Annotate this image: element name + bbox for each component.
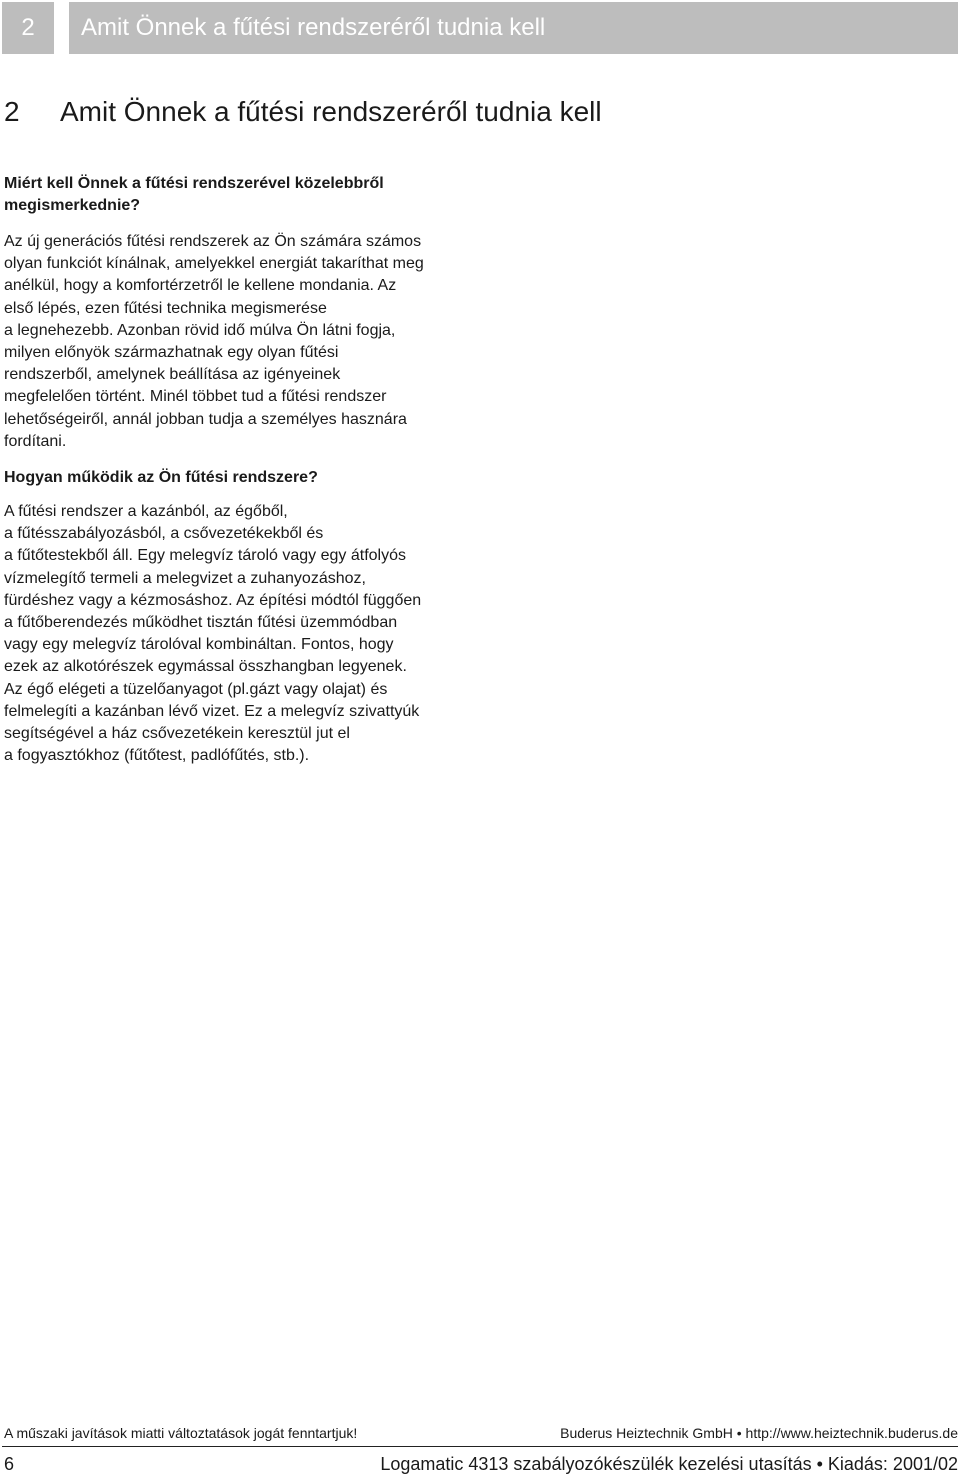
paragraph-line: olyan funkciót kínálnak, amelyekkel energiát takaríthat meg: [4, 255, 424, 273]
paragraph-line: megfelelően történt. Minél többet tud a fűtési rendszer: [4, 388, 387, 406]
chapter-heading-title: Amit Önnek a fűtési rendszeréről tudnia kell: [60, 96, 602, 127]
paragraph-line: fordítani.: [4, 432, 67, 450]
paragraph-line: első lépés, ezen fűtési technika megismerése: [4, 299, 327, 317]
footer-disclaimer: A műszaki javítások miatti változtatások jogát fenntartjuk!: [4, 1425, 358, 1441]
subheading-line: Hogyan működik az Ön fűtési rendszere?: [4, 469, 318, 487]
chapter-title-text: Amit Önnek a fűtési rendszeréről tudnia kell: [81, 14, 546, 41]
paragraph-line: milyen előnyök származhatnak egy olyan fűtési: [4, 344, 339, 362]
paragraph-line: a fűtőberendezés működhet tisztán fűtési üzemmódban: [4, 614, 398, 632]
chapter-heading: [4, 96, 602, 128]
body-content: [4, 173, 564, 767]
section-1-subheading: [4, 173, 564, 217]
paragraph-line: Az új generációs fűtési rendszerek az Ön számára számos: [4, 233, 422, 250]
paragraph-line: a legnehezebb. Azonban rövid idő múlva Ön látni fogja,: [4, 321, 396, 339]
section-2-subheading: [4, 467, 564, 489]
footer-company: Buderus Heiztechnik GmbH • http://www.heiztechnik.buderus.de: [560, 1425, 958, 1441]
paragraph-line: A fűtési rendszer a kazánból, az égőből,: [4, 503, 288, 521]
paragraph-line: Az égő elégeti a tüzelőanyagot (pl.gázt vagy olajat) és: [4, 680, 388, 698]
subheading-line: Miért kell Önnek a fűtési rendszerével közelebbről: [4, 175, 384, 192]
paragraph-line: ezek az alkotórészek egymással összhangban legyenek.: [4, 658, 407, 676]
paragraph-line: segítségével a ház csővezetékein keresztül jut el: [4, 725, 350, 743]
paragraph-line: a fogyasztókhoz (fűtőtest, padlófűtés, stb.).: [4, 747, 310, 765]
chapter-title-bar: [69, 2, 958, 54]
paragraph-line: a fűtőtestekből áll. Egy melegvíz tároló vagy egy átfolyós: [4, 547, 406, 565]
paragraph-line: a fűtésszabályozásból, a csővezetékekből és: [4, 525, 324, 543]
paragraph-line: rendszerből, amelynek beállítása az igényeinek: [4, 366, 341, 384]
chapter-number-tab: 2: [2, 2, 54, 54]
subheading-line: megismerkednie?: [4, 197, 141, 214]
paragraph-line: lehetőségeiről, annál jobban tudja a személyes hasznára: [4, 410, 407, 428]
page-number: 6: [4, 1454, 15, 1474]
paragraph-line: vagy egy melegvíz tárolóval kombináltan. Fontos, hogy: [4, 636, 394, 654]
section-1-paragraph: [4, 231, 564, 453]
footer-divider: [2, 1446, 958, 1447]
chapter-heading-number: 2: [4, 96, 20, 127]
paragraph-line: felmelegíti a kazánban lévő vizet. Ez a melegvíz szivattyúk: [4, 702, 420, 720]
paragraph-line: fürdéshez vagy a kézmosáshoz. Az építési módtól függően: [4, 591, 422, 609]
paragraph-line: anélkül, hogy a komfortérzetről le kellene mondania. Az: [4, 277, 397, 295]
paragraph-line: vízmelegítő termeli a melegvizet a zuhanyozáshoz,: [4, 569, 366, 587]
document-title: Logamatic 4313 szabályozókészülék kezelési utasítás • Kiadás: 2001/02: [380, 1454, 958, 1474]
section-2-paragraph: [4, 501, 564, 767]
